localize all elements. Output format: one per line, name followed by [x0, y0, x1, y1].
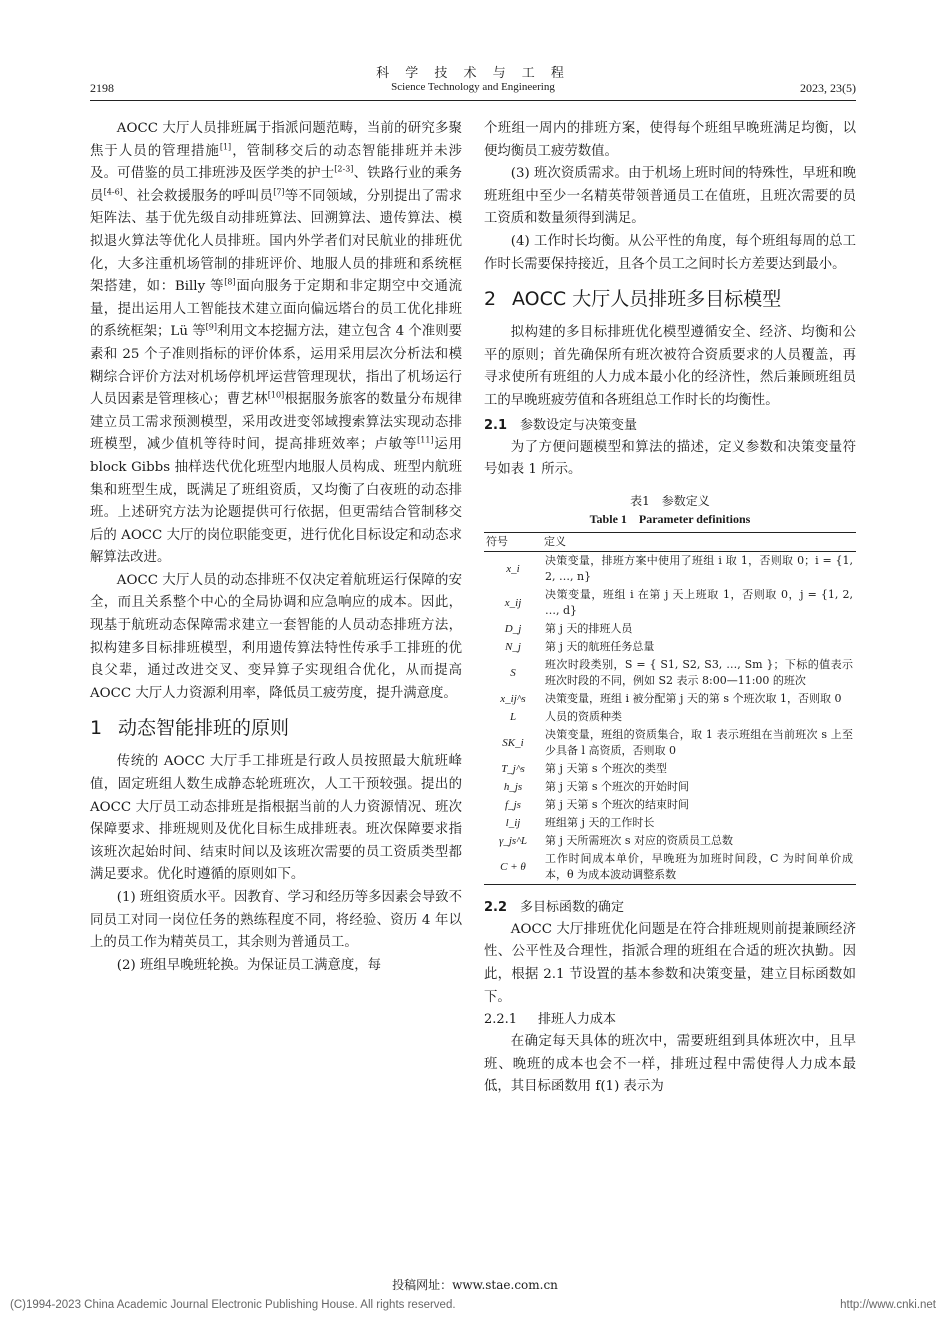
- section-1-heading: 1 动态智能排班的原则: [90, 717, 290, 740]
- citation[interactable]: [4-6]: [103, 187, 123, 197]
- section-2-1-heading: 2.1 参数设定与决策变量: [484, 417, 638, 433]
- table-row: S 班次时段类别，S = { S1, S2, S3, …, Sm }；下标的值表示班次时段的不同，例如 S2 表示 8:00—11:00 的班次: [510, 657, 853, 687]
- citation[interactable]: [7]: [273, 187, 285, 197]
- table-row: T_j^s 第 j 天第 s 个班次的类型: [501, 761, 668, 775]
- table-row: N_j 第 j 天的航班任务总量: [505, 639, 655, 653]
- table-caption-cn: 表1 参数定义: [630, 493, 710, 508]
- principle-3: (3) 班次资质需求。由于机场上班时间的特殊性，早班和晚班班组中至少一名精英带领普通员工在值班，且班次需要的员工资质和数量须得到满足。: [484, 166, 856, 227]
- principle-4: (4) 工作时长均衡。从公平性的角度，每个班组每周的总工作时长需要保持接近，且各个员工之间时长方差要达到最小。: [484, 233, 856, 272]
- table-row: γ_js^L 第 j 天所需班次 s 对应的资质员工总数: [499, 833, 734, 847]
- table-row: D_j 第 j 天的排班人员: [504, 621, 633, 635]
- table-row: h_js 第 j 天第 s 个班次的开始时间: [503, 779, 690, 793]
- section-2-2-paragraph: AOCC 大厅排班优化问题是在符合排班规则前提兼顾经济性、公平性及合理性，指派合理的班组在合适的班次执勤。因此，根据 2.1 节设置的基本参数和决策变量，建立目标函数如下。: [484, 921, 856, 1005]
- section-1-paragraph: 传统的 AOCC 大厅手工排班是行政人员按照最大航班峰值，固定班组人数生成静态轮班班次，人工干预较强。提出的 AOCC 大厅员工动态排班是指根据当前的人力资源情况、班次保障要求、排班规则及优化目标生成排班表。班次保障要求指该班次起始时间、结束时间以及该班次需要的员工资质类型都满足要求。优化时遵循的原则如下。: [90, 754, 462, 883]
- page-header: [90, 60, 856, 101]
- principle-2-continued: 个班组一周内的排班方案，使得每个班组早晚班满足均衡，以便均衡员工疲劳数值。: [484, 121, 856, 159]
- citation[interactable]: [9]: [205, 322, 217, 332]
- table-row: C + θ 工作时间成本单价，早晚班为加班时间段，C 为时间单价成本，θ 为成本波动调整系数: [484, 850, 856, 885]
- table-header-definition: 定义: [542, 532, 856, 551]
- journal-title-en: Science Technology and Engineering: [391, 81, 555, 93]
- citation[interactable]: [1]: [219, 142, 232, 152]
- principle-2: (2) 班组早晚班轮换。为保证员工满意度，每: [116, 957, 382, 973]
- parameter-table: [484, 532, 856, 885]
- right-column: [484, 118, 856, 1099]
- table-row: x_ij 决策变量，班组 i 在第 j 天上班取 1，否则取 0，j = {1, 2, …, d}: [504, 587, 853, 617]
- section-2-2-heading: 2.2 多目标函数的确定: [484, 899, 625, 915]
- citation[interactable]: [8]: [224, 277, 236, 287]
- citation[interactable]: [11]: [417, 435, 434, 445]
- submission-url: 投稿网址：www.stae.com.cn: [392, 1278, 558, 1292]
- journal-title-cn: 科 学 技 术 与 工 程: [376, 66, 570, 81]
- copyright-notice: (C)1994-2023 China Academic Journal Electronic Publishing House. All rights reserved.: [10, 1299, 456, 1311]
- table-row: x_i 决策变量，排班方案中使用了班组 i 取 1，否则取 0；i = {1, 2, …, n}: [506, 553, 853, 583]
- section-2-2-1-paragraph: 在确定每天具体的班次中，需要班组到具体班次中，且早班、晚班的成本也会不一样，排班过程中需使得人力成本最低，其目标函数用 f(1) 表示为: [484, 1034, 856, 1095]
- table-caption-en: Table 1 Parameter definitions: [589, 511, 751, 526]
- intro-paragraph-2: AOCC 大厅人员的动态排班不仅决定着航班运行保障的安全，而且关系整个中心的全局协调和应急响应的成本。因此，现基于航班动态保障需求建立一套智能的人员动态排班方法，拟构建多目标排班模型，利用遗传算法特性传承手工排班的优良父辈，通过改进交叉、变异算子实现组合优化，从而提高 AOCC 大厅人力资源利用率，降低员工疲劳度，提升满意度。: [90, 572, 462, 701]
- cnki-link[interactable]: http://www.cnki.net: [840, 1299, 936, 1311]
- table-row: x_ij^s 决策变量，班组 i 被分配第 j 天的第 s 个班次取 1，否则取 0: [500, 691, 842, 705]
- section-2-heading: 2 AOCC 大厅人员排班多目标模型: [484, 288, 782, 311]
- section-2-paragraph: 拟构建的多目标排班优化模型遵循安全、经济、均衡和公平的原则；首先确保所有班次被符合资质要求的人员覆盖，再寻求使所有班组的人力成本最小化的经济性，然后兼顾班组员工的早晚班疲劳值和各班组总工作时长的均衡性。: [484, 325, 856, 408]
- principle-1: (1) 班组资质水平。因教育、学习和经历等多因素会导致不同员工对同一岗位任务的熟练程度不同，将经验、资历 4 年以上的员工作为精英员工，其余则为普通员工。: [90, 890, 462, 951]
- table-header-symbol: 符号: [484, 532, 542, 551]
- citation[interactable]: [2-3]: [334, 164, 354, 174]
- left-column: [90, 118, 462, 977]
- section-2-2-1-heading: 2.2.1 排班人力成本: [484, 1012, 617, 1028]
- section-2-1-paragraph: 为了方便问题模型和算法的描述，定义参数和决策变量符号如表 1 所示。: [484, 439, 856, 478]
- citation[interactable]: [10]: [267, 390, 285, 400]
- intro-paragraph-1: AOCC 大厅人员排班属于指派问题范畴，当前的研究多聚焦于人员的管理措施[1]，管制移交后的动态智能排班并未涉及。可借鉴的员工排班涉及医学类的护士[2-3]、铁路行业的乘务员[4-6]、社会救援服务的呼叫员[7]等不同领域，分别提出了需求矩阵法、基于优先级自动排班算法、回溯算法、遗传算法、模拟退火算法等优化人员排班。国内外学者们对民航业的排班优化，大多注重机场管制的排班评价、地服人员的排班和系统框架搭建，如：Billy 等[8]面向服务于定期和非定期空中交通流量，提出运用人工智能技术建立面向偏远塔台的员工优化排班的系统框架；Lü 等[9]利用文本挖掘方法，建立包含 4 个准则要素和 25 个子准则指标的评价体系，运用采用层次分析法和模糊综合评价方法对机场停机坪运营管理现状，指出了机场运行人员因素是管理核心；曹艺林[10]根据服务旅客的数量分布规律建立员工需求预测模型，采用改进变邻域搜索算法实现动态排班模型，减少值机等待时间，提高排班效率；卢敏等[11]运用 block Gibbs 抽样迭代优化班型内地服人员构成、班型内航班集和班型生成，既满足了班组资质，又均衡了白夜班的动态排班。上述研究方法为论题提供可行依据，但更需结合管制移交后的 AOCC 大厅的岗位职能变更，进行优化目标设定和动态求解算法改进。: [90, 121, 463, 566]
- page-number: 2198: [90, 81, 114, 95]
- table-row: l_ij 班组第 j 天的工作时长: [505, 815, 655, 829]
- table-row: SK_i 决策变量，班组的资质集合，取 1 表示班组在当前班次 s 上至少具备 l 高资质，否则取 0: [502, 727, 853, 757]
- table-row: f_js 第 j 天第 s 个班次的结束时间: [505, 797, 690, 811]
- volume-info: 2023, 23(5): [800, 81, 856, 95]
- table-row: L 人员的资质种类: [509, 709, 622, 723]
